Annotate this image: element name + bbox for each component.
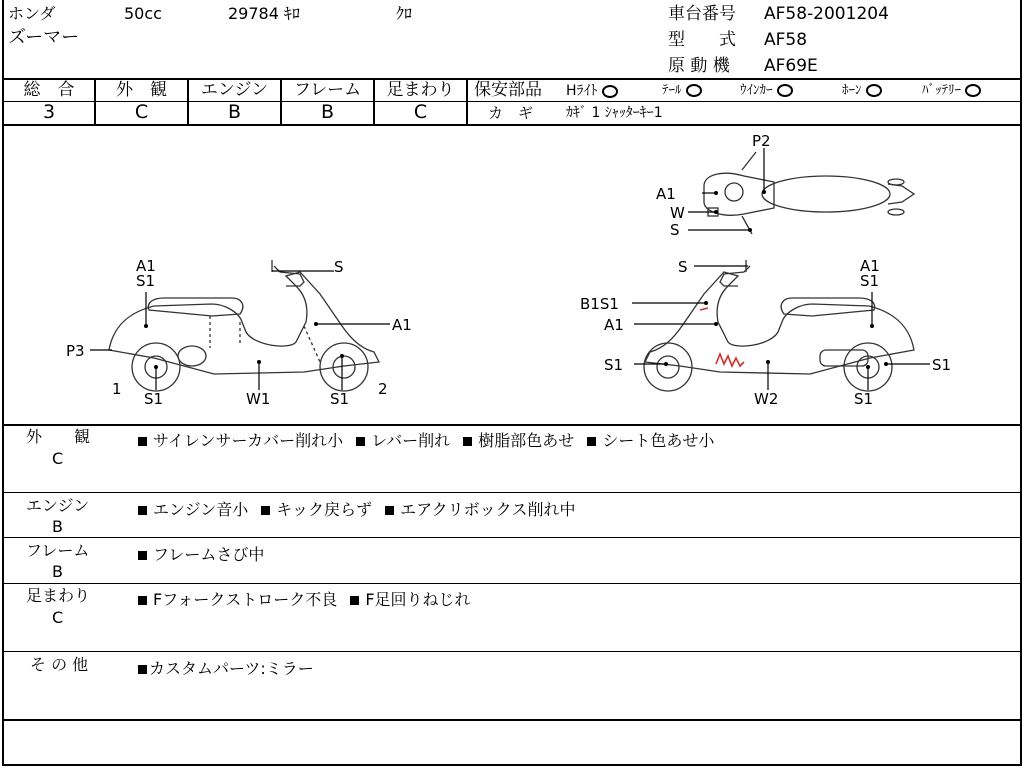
marker-dots xyxy=(144,190,888,369)
ok-circle-icon xyxy=(965,84,981,97)
ok-circle-icon xyxy=(686,84,702,97)
damage-marks xyxy=(700,308,744,366)
safety-item-horn: ﾎｰﾝ xyxy=(842,82,882,100)
section-grade: C xyxy=(52,608,64,627)
type-label: 型 式 xyxy=(668,30,736,50)
section-grade: B xyxy=(52,562,63,581)
key-value: ｶｷﾞ 1 ｼｬｯﾀｰｷｰ1 xyxy=(566,105,663,121)
section-notes: Fフォークストローク不良 F足回りねじれ xyxy=(138,587,471,610)
bullet-square-icon xyxy=(350,596,359,605)
bullet-square-icon xyxy=(385,506,394,515)
right-diagram-labels xyxy=(580,132,951,408)
diagram-label: S1 xyxy=(330,390,350,408)
chassis-value: AF58-2001204 xyxy=(764,4,889,24)
diagram-label: 2 xyxy=(378,380,388,398)
section-notes: カスタムパーツ:ミラー xyxy=(138,656,314,679)
diagram-label: S1 xyxy=(860,272,880,290)
section-grade: C xyxy=(52,449,64,468)
safety-title: 保安部品 xyxy=(474,80,542,100)
diagram-label: W xyxy=(670,204,685,222)
model-name: ズーマー xyxy=(8,27,80,48)
bullet-square-icon xyxy=(138,665,147,674)
bullet-square-icon xyxy=(138,596,147,605)
leader-lines xyxy=(90,148,930,390)
diagram-label: 1 xyxy=(112,380,122,398)
ok-circle-icon xyxy=(602,85,618,98)
diagram-label: A1 xyxy=(860,257,880,275)
diagram-label: W2 xyxy=(754,390,779,408)
diagram-label: S xyxy=(670,221,680,239)
engine-value: AF69E xyxy=(764,56,818,76)
diagram-label: P2 xyxy=(752,132,771,150)
section-divider xyxy=(2,719,1022,721)
diagram-label: S xyxy=(334,258,344,276)
diagram-label: S1 xyxy=(932,356,952,374)
grade-label-exterior: 外 観 xyxy=(116,80,167,100)
section-grade: B xyxy=(52,517,63,536)
bullet-square-icon xyxy=(138,551,147,560)
section-divider xyxy=(2,537,1022,538)
bullet-square-icon xyxy=(587,437,596,446)
diagram-label: P3 xyxy=(66,342,85,360)
engine-label: 原 動 機 xyxy=(668,56,730,76)
displacement: 50cc xyxy=(124,4,162,23)
ok-circle-icon xyxy=(777,84,793,97)
type-value: AF58 xyxy=(764,30,808,50)
diagram-label: S1 xyxy=(144,390,164,408)
scooter-diagram xyxy=(4,126,1020,424)
grade-label-total: 総 合 xyxy=(23,80,75,100)
key-label: カ ギ xyxy=(488,104,534,122)
grade-value-exterior: C xyxy=(134,101,149,123)
section-title: 外 観 xyxy=(26,427,91,446)
section-divider xyxy=(2,492,1022,493)
section-title: そ の 他 xyxy=(30,655,89,674)
bullet-square-icon xyxy=(138,506,147,515)
diagram-label: A1 xyxy=(604,316,624,334)
grade-value-frame: B xyxy=(320,101,335,123)
section-notes: サイレンサーカバー削れ小 レバー削れ 樹脂部色あせ シート色あせ小 xyxy=(138,428,714,451)
safety-row-divider xyxy=(468,101,1020,102)
bullet-square-icon xyxy=(463,437,472,446)
diagram-bottom xyxy=(2,424,1022,426)
grade-label-frame: フレーム xyxy=(293,80,362,100)
section-notes: フレームさび中 xyxy=(138,542,264,565)
section-title: エンジン xyxy=(26,496,90,515)
diagram-label: A1 xyxy=(136,257,156,275)
chassis-label: 車台番号 xyxy=(668,4,736,24)
mileage: 29784 ｷﾛ xyxy=(228,4,300,23)
diagram-label: S1 xyxy=(854,390,874,408)
section-title: 足まわり xyxy=(26,586,91,605)
diagram-label: S1 xyxy=(136,272,156,290)
grade-value-engine: B xyxy=(227,101,242,123)
bullet-square-icon xyxy=(356,437,365,446)
section-divider xyxy=(2,583,1022,584)
diagram-label: A1 xyxy=(656,185,676,203)
bullet-square-icon xyxy=(261,506,270,515)
grade-label-suspension: 足まわり xyxy=(386,80,455,100)
safety-item-tail: ﾃｰﾙ xyxy=(662,82,702,100)
diagram-label: S1 xyxy=(604,356,624,374)
grade-label-engine: エンジン xyxy=(200,80,269,100)
diagram-label: W1 xyxy=(246,390,271,408)
section-title: フレーム xyxy=(26,541,90,560)
safety-item-battery: ﾊﾞｯﾃﾘｰ xyxy=(922,82,981,100)
diagram-label: S xyxy=(678,258,688,276)
section-divider xyxy=(2,651,1022,652)
ok-circle-icon xyxy=(866,84,882,97)
safety-item-winker: ｳｲﾝｶｰ xyxy=(740,82,793,100)
section-notes: エンジン音小 キック戻らず エアクリボックス削れ中 xyxy=(138,497,575,520)
diagram-label: B1S1 xyxy=(580,295,619,313)
bullet-square-icon xyxy=(138,437,147,446)
grade-value-total: 3 xyxy=(42,101,56,123)
color: ｸﾛ xyxy=(396,4,413,23)
safety-item-headlight: Hﾗｲﾄ xyxy=(566,82,618,100)
maker: ホンダ xyxy=(8,4,56,23)
diagram-label: A1 xyxy=(392,316,412,334)
grade-value-suspension: C xyxy=(413,101,428,123)
